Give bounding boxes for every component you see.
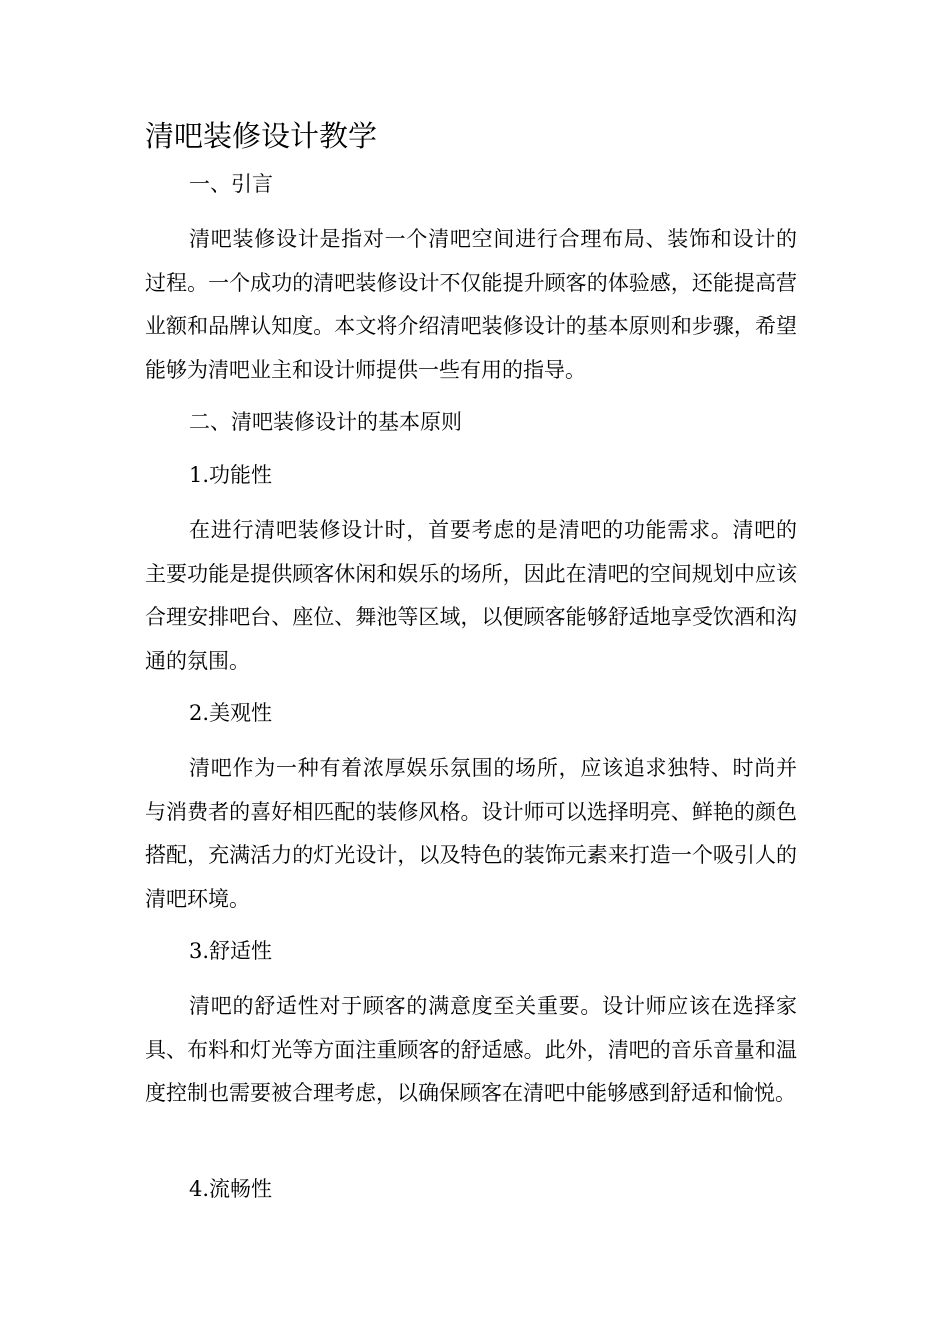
paragraph-functionality: 在进行清吧装修设计时，首要考虑的是清吧的功能需求。清吧的主要功能是提供顾客休闲和娱乐的场所，因此在清吧的空间规划中应该合理安排吧台、座位、舞池等区域，以便顾客能够舒适地享受饮酒和沟通的氛围。 xyxy=(145,518,797,673)
section-heading-principles: 二、清吧装修设计的基本原则 xyxy=(189,410,462,434)
document-title: 清吧装修设计教学 xyxy=(145,119,378,153)
subheading-comfort: 3.舒适性 xyxy=(189,939,273,963)
subheading-functionality: 1.功能性 xyxy=(189,463,273,487)
paragraph-comfort: 清吧的舒适性对于顾客的满意度至关重要。设计师应该在选择家具、布料和灯光等方面注重顾客的舒适感。此外，清吧的音乐音量和温度控制也需要被合理考虑，以确保顾客在清吧中能够感到舒适和愉悦。 xyxy=(145,994,797,1105)
section-heading-intro: 一、引言 xyxy=(189,172,273,196)
subheading-aesthetics: 2.美观性 xyxy=(189,701,273,725)
subheading-fluency: 4.流畅性 xyxy=(189,1177,273,1201)
paragraph-aesthetics: 清吧作为一种有着浓厚娱乐氛围的场所，应该追求独特、时尚并与消费者的喜好相匹配的装修风格。设计师可以选择明亮、鲜艳的颜色搭配，充满活力的灯光设计，以及特色的装饰元素来打造一个吸引人的清吧环境。 xyxy=(145,756,797,911)
paragraph-intro: 清吧装修设计是指对一个清吧空间进行合理布局、装饰和设计的过程。一个成功的清吧装修设计不仅能提升顾客的体验感，还能提高营业额和品牌认知度。本文将介绍清吧装修设计的基本原则和步骤，希望能够为清吧业主和设计师提供一些有用的指导。 xyxy=(145,227,797,382)
